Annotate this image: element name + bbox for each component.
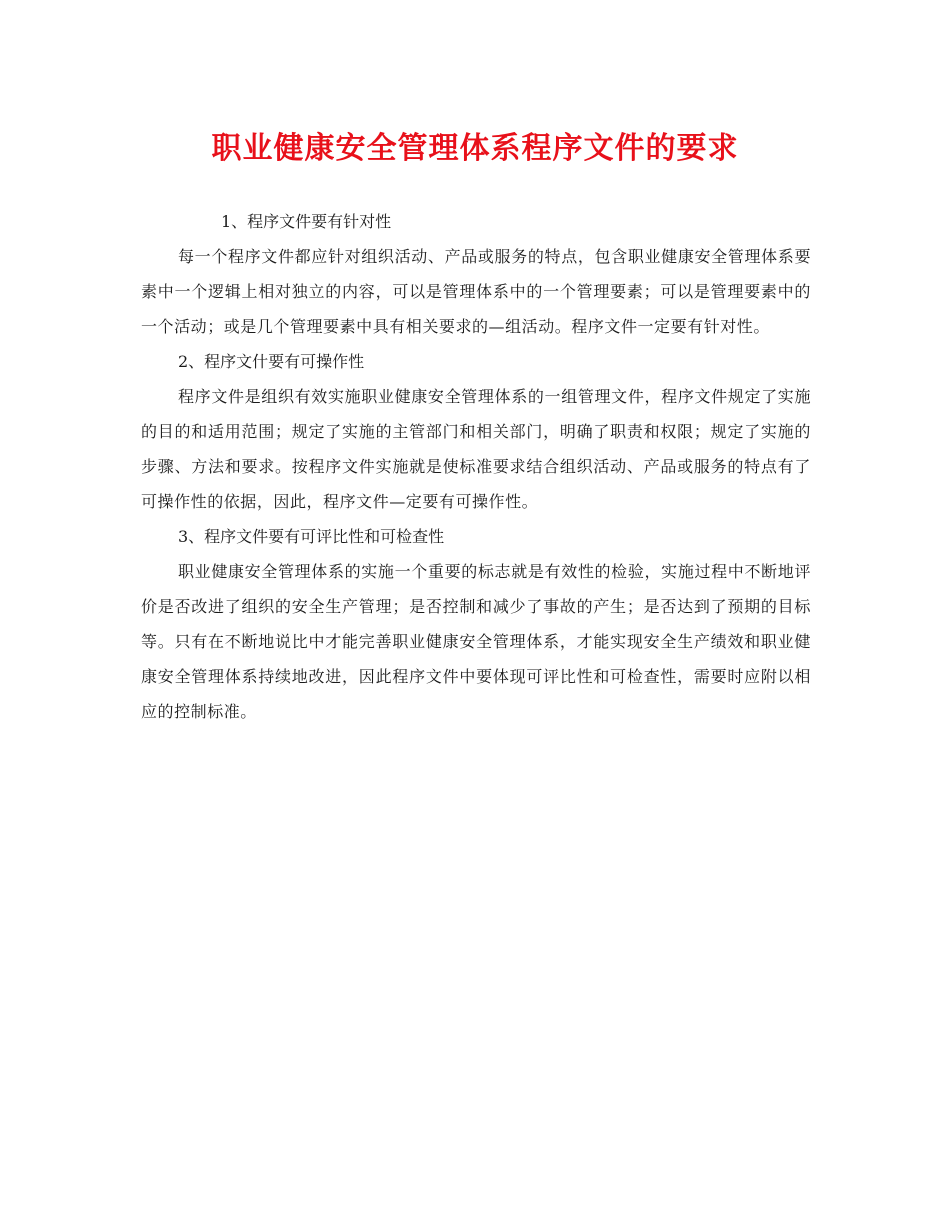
section-heading-3: 3、程序文件要有可评比性和可检查性 xyxy=(178,527,445,546)
document-title: 职业健康安全管理体系程序文件的要求 xyxy=(211,131,739,166)
section-heading-2: 2、程序文什要有可操作性 xyxy=(178,352,365,371)
section-paragraph-1: 每一个程序文件都应针对组织活动、产品或服务的特点，包含职业健康安全管理体系要素中一个逻辑上相对独立的内容，可以是管理体系中的一个管理要素；可以是管理要素中的一个活动；或是几个管理要素中具有相关要求的—组活动。程序文件一定要有针对性。 xyxy=(141,247,811,336)
section-paragraph-3: 职业健康安全管理体系的实施一个重要的标志就是有效性的检验，实施过程中不断地评价是否改进了组织的安全生产管理；是否控制和减少了事故的产生；是否达到了预期的目标等。只有在不断地说比中才能完善职业健康安全管理体系，才能实现安全生产绩效和职业健康安全管理体系持续地改进，因此程序文件中要体现可评比性和可检查性，需要时应附以相应的控制标准。 xyxy=(141,562,811,721)
section-paragraph-2: 程序文件是组织有效实施职业健康安全管理体系的一组管理文件，程序文件规定了实施的目的和适用范围；规定了实施的主管部门和相关部门，明确了职责和权限；规定了实施的步骤、方法和要求。按程序文件实施就是使标准要求结合组织活动、产品或服务的特点有了可操作性的依据，因此，程序文件—定要有可操作性。 xyxy=(141,387,811,511)
section-heading-1: 1、程序文件要有针对性 xyxy=(221,212,392,231)
document-body xyxy=(141,204,811,729)
